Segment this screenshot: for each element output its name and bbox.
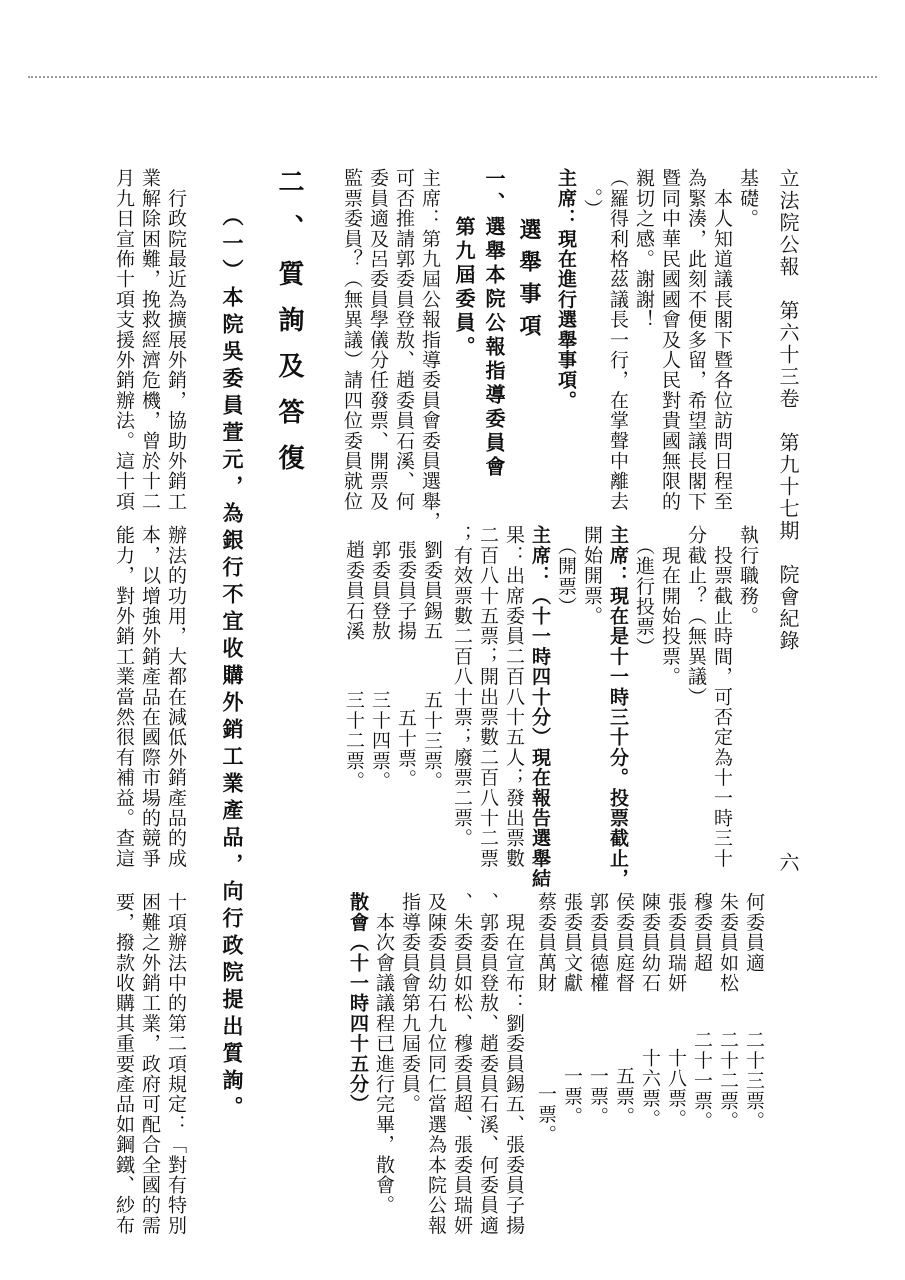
vote-count: 十六票。: [639, 1048, 661, 1129]
candidate-name: 趙委員石溪: [343, 540, 365, 641]
candidate-name: 郭委員登敖: [369, 540, 391, 641]
running-header: [778, 168, 798, 652]
vote-count: 一票。: [587, 1066, 609, 1127]
vote-count: 十八票。: [665, 1048, 687, 1129]
section-heading-election: 選舉事項: [516, 218, 542, 346]
text-column: 要，撥款收購其重要產品如鋼鐵、紗布: [113, 892, 135, 1236]
text-column: 指導委員會第九屆委員。: [399, 892, 421, 1115]
text-column: 暨同中華民國國會及人民對貴國無限的: [659, 168, 681, 512]
page-top-edge: [28, 76, 877, 78]
text-column: 執行職務。: [737, 525, 759, 626]
text-column: 業解除困難，挽救經濟危機，曾於十二: [139, 168, 161, 512]
candidate-name: 張委員文獻: [561, 892, 583, 993]
text-column: 本次會議議程已進行完畢，散會。: [373, 892, 395, 1216]
vote-count: 五票。: [613, 1066, 635, 1127]
text-column: 為緊湊，此刻不便多留，希望議長閣下: [685, 168, 707, 512]
section-heading-inquiry: 二、質詢及答復: [274, 168, 304, 490]
agenda-item-title: 第九屆委員。: [452, 168, 476, 360]
candidate-name: 朱委員如松: [717, 892, 739, 993]
chair-remark: 主席：現在進行選舉事項。: [555, 168, 577, 411]
candidate-name: 劉委員錫五: [421, 540, 443, 641]
vote-count: 二十一票。: [691, 1030, 713, 1131]
text-column: 及陳委員幼石九位同仁當選為本院公報: [425, 892, 447, 1236]
vote-count: 一票。: [561, 1066, 583, 1127]
vote-count: 一票。: [535, 1084, 557, 1145]
text-column: 基礎。: [737, 168, 759, 229]
adjournment-note: 散會（十一時四十五分）: [347, 892, 369, 1115]
vote-count: 五十三票。: [421, 690, 443, 791]
text-column: 親切之感。謝謝！: [633, 168, 655, 330]
text-column: 投票截止時間，可否定為十一時三十: [711, 525, 733, 869]
text-column: 可否推請郭委員登敖、趙委員石溪、何: [393, 168, 415, 512]
text-column: 、朱委員如松、穆委員超、張委員瑞妍: [451, 892, 473, 1236]
text-column: （羅得利格茲議長一行，在掌聲中離去: [607, 168, 629, 512]
text-column: 委員適及呂委員學儀分任發票、開票及: [367, 168, 389, 512]
text-column: （進行投票）: [633, 525, 655, 657]
vote-count: 五十票。: [395, 708, 417, 789]
page-number: 六: [776, 852, 800, 874]
candidate-name: 穆委員超: [691, 892, 713, 973]
text-column: 二百八十五票；開出票數二百八十二票: [477, 525, 499, 869]
journal-title: 立法院公報: [776, 168, 800, 278]
text-column: 困難之外銷工業，政府可配合全國的需: [139, 892, 161, 1236]
issue-number: 第九十七期: [776, 432, 800, 542]
section-title: 院會紀錄: [776, 564, 800, 652]
text-column: 辦法的功用，大都在減低外銷產品的成: [165, 525, 187, 869]
inquiry-title: （一）本院吳委員萱元，為銀行不宜收購外銷工業產品，向行政院提出質詢。: [220, 205, 245, 1123]
candidate-name: 陳委員幼石: [639, 892, 661, 993]
candidate-name: 侯委員庭督: [613, 892, 635, 993]
text-column: 本人知道議長閣下暨各位訪問日程至: [711, 168, 733, 512]
text-column: 現在開始投票。: [659, 525, 681, 687]
text-column: 主席：第九屆公報指導委員會委員選舉，: [419, 168, 441, 532]
vote-count: 二十三票。: [743, 1030, 765, 1131]
volume-number: 第六十三卷: [776, 300, 800, 410]
text-column: 十項辦法中的第二項規定：「對有特別: [165, 892, 187, 1236]
candidate-name: 張委員子揚: [395, 540, 417, 641]
candidate-name: 郭委員德權: [587, 892, 609, 993]
candidate-name: 蔡委員萬財: [535, 892, 557, 993]
text-column: 果：出席委員二百八十五人；發出票數: [503, 525, 525, 869]
text-column: 分截止？（無異議）: [685, 525, 707, 707]
text-column: 開始開票。: [581, 525, 603, 626]
chair-remark: 主席：現在是十一時三十分。投票截止，: [607, 525, 629, 889]
vote-count: 二十二票。: [717, 1030, 739, 1131]
vote-count: 三十二票。: [343, 690, 365, 791]
text-column: 現在宣布：劉委員錫五、張委員子揚: [503, 892, 525, 1236]
text-column: 能力，對外銷工業當然很有補益。查這: [113, 525, 135, 869]
text-column: 、郭委員登敖、趙委員石溪、何委員適: [477, 892, 499, 1236]
text-column: （開票）: [555, 525, 577, 617]
text-column: 本，以增強外銷產品在國際市場的競爭: [139, 525, 161, 869]
chair-remark: 主席：（十一時四十分）現在報告選舉結: [529, 525, 551, 889]
candidate-name: 何委員適: [743, 892, 765, 973]
text-column: 行政院最近為擴展外銷，協助外銷工: [165, 168, 187, 512]
text-column: 監票委員？（無異議）請四位委員就位: [341, 168, 363, 512]
text-column: 月九日宣佈十項支援外銷辦法。這十項: [113, 168, 135, 512]
vote-count: 三十四票。: [369, 690, 391, 791]
candidate-name: 張委員瑞妍: [665, 892, 687, 993]
text-column: ；有效票數二百八十票；廢票二票。: [451, 525, 473, 849]
text-column: 。）: [581, 188, 603, 219]
agenda-item-title: 一、選舉本院公報指導委員會: [482, 168, 506, 480]
